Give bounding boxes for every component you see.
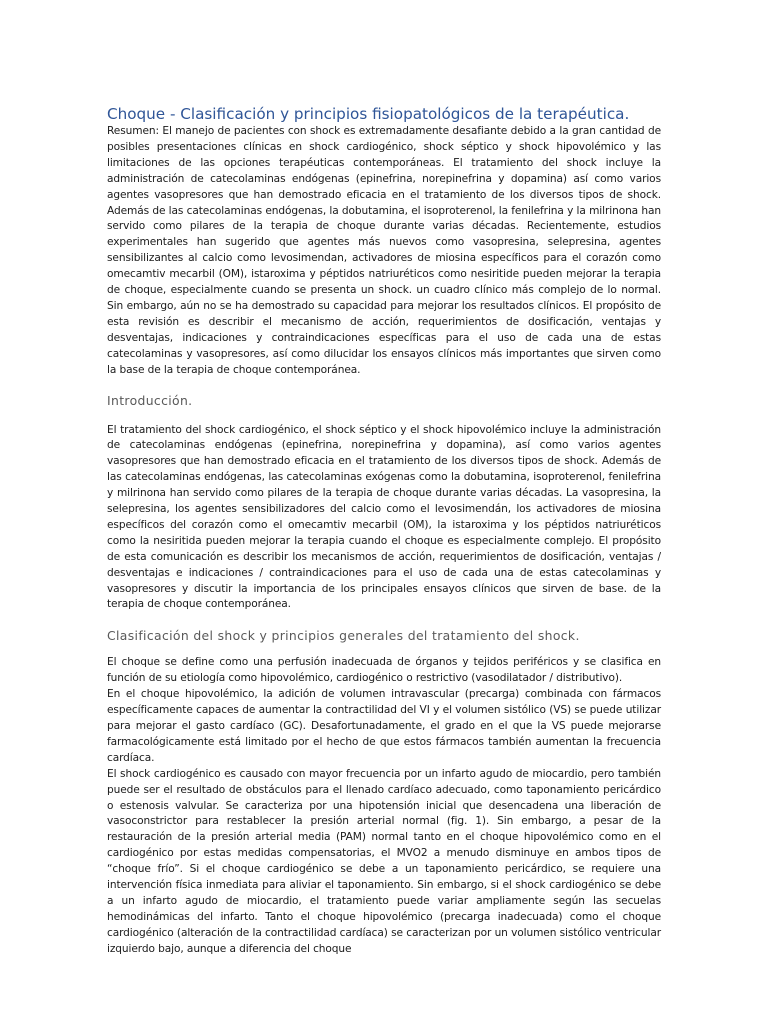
document-title: Choque - Clasificación y principios fisiopatológicos de la terapéutica. [107,105,630,123]
classification-heading: Clasificación del shock y principios generales del tratamiento del shock. [107,628,580,644]
classification-paragraph-definition: El choque se define como una perfusión inadecuada de órganos y tejidos periféricos y se clasifica en función de su etiología como hipovolémico, cardiogénico o restrictivo (vasodilatador / distributivo). [107,656,661,685]
classification-paragraph-cardiogenic: El shock cardiogénico es causado con mayor frecuencia por un infarto agudo de miocardio, pero también puede ser el resultado de obstáculos para el llenado cardíaco adecuado, como taponamiento pericárdico o estenosis valvular. Se caracteriza por una hipotensión inicial que desencadena una liberación de vasoconstrictor para restablecer la presión arterial normal (fig. 1). Sin embargo, a pesar de la restauración de la presión arterial media (PAM) normal tanto en el choque hipovolémico como en el cardiogénico por estas medidas compensatorias, el MVO2 a menudo disminuye en ambos tipos de “choque frío”. Si el choque cardiogénico se debe a un taponamiento pericárdico, se requiere una intervención física inmediata para aliviar el taponamiento. Sin embargo, si el shock cardiogénico se debe a un infarto agudo de miocardio, el tratamiento puede variar ampliamente según las secuelas hemodinámicas del infarto. Tanto el choque hipovolémico (precarga inadecuada) como el choque cardiogénico (alteración de la contractilidad cardíaca) se caracterizan por un volumen sistólico ventricular izquierdo bajo, aunque a diferencia del choque [107,767,661,955]
document-page [107,104,661,958]
classification-paragraph-hypovolemic: En el choque hipovolémico, la adición de volumen intravascular (precarga) combinada con fármacos específicamente capaces de aumentar la contractilidad del VI y el volumen sistólico (VS) se puede utilizar para mejorar el gasto cardíaco (GC). Desafortunadamente, el grado en el que la VS puede mejorarse farmacológicamente está limitado por el hecho de que estos fármacos también aumentan la frecuencia cardíaca. [107,688,661,764]
introduction-paragraph: El tratamiento del shock cardiogénico, el shock séptico y el shock hipovolémico incluye la administración de catecolaminas endógenas (epinefrina, norepinefrina y dopamina), así como varios agentes vasopresores que han demostrado eficacia en el tratamiento de los diversos tipos de shock. Además de las catecolaminas endógenas, las catecolaminas exógenas como la dobutamina, isoproterenol, fenilefrina y milrinona han servido como pilares de la terapia de choque durante varias décadas. La vasopresina, la selepresina, los agentes sensibilizadores del calcio como el levosimendán, los activadores de miosina específicos del corazón como el omecamtiv mecarbil (OM), la istaroxima y los péptidos natriuréticos como la nesiritida pueden mejorar la terapia cuando el choque es especialmente complejo. El propósito de esta comunicación es describir los mecanismos de acción, requerimientos de dosificación, ventajas / desventajas e indicaciones / contraindicaciones para el uso de cada una de estas catecolaminas y vasopresores y discutir la importancia de los principales ensayos clínicos que sirven de base. de la terapia de choque contemporánea. [107,423,661,611]
abstract-paragraph: Resumen: El manejo de pacientes con shock es extremadamente desafiante debido a la gran cantidad de posibles presentaciones clínicas en shock cardiogénico, shock séptico y shock hipovolémico y las limitaciones de las opciones terapéuticas contemporáneas. El tratamiento del shock incluye la administración de catecolaminas endógenas (epinefrina, norepinefrina y dopamina) así como varios agentes vasopresores que han demostrado eficacia en el tratamiento de los diversos tipos de shock. Además de las catecolaminas endógenas, la dobutamina, el isoproterenol, la fenilefrina y la milrinona han servido como pilares de la terapia de choque durante varias décadas. Recientemente, estudios experimentales han sugerido que agentes más nuevos como vasopresina, selepresina, agentes sensibilizantes al calcio como levosimendan, activadores de miosina específicos para el corazón como omecamtiv mecarbil (OM), istaroxima y péptidos natriuréticos como nesiritide pueden mejorar la terapia de choque, especialmente cuando se presenta un shock. un cuadro clínico más complejo de lo normal. Sin embargo, aún no se ha demostrado su capacidad para mejorar los resultados clínicos. El propósito de esta revisión es describir el mecanismo de acción, requerimientos de dosificación, ventajas y desventajas, indicaciones y contraindicaciones específicas para el uso de cada una de estas catecolaminas y vasopresores, así como dilucidar los ensayos clínicos más importantes que sirven como la base de la terapia de choque contemporánea. [107,125,661,376]
introduction-heading: Introducción. [107,392,193,408]
